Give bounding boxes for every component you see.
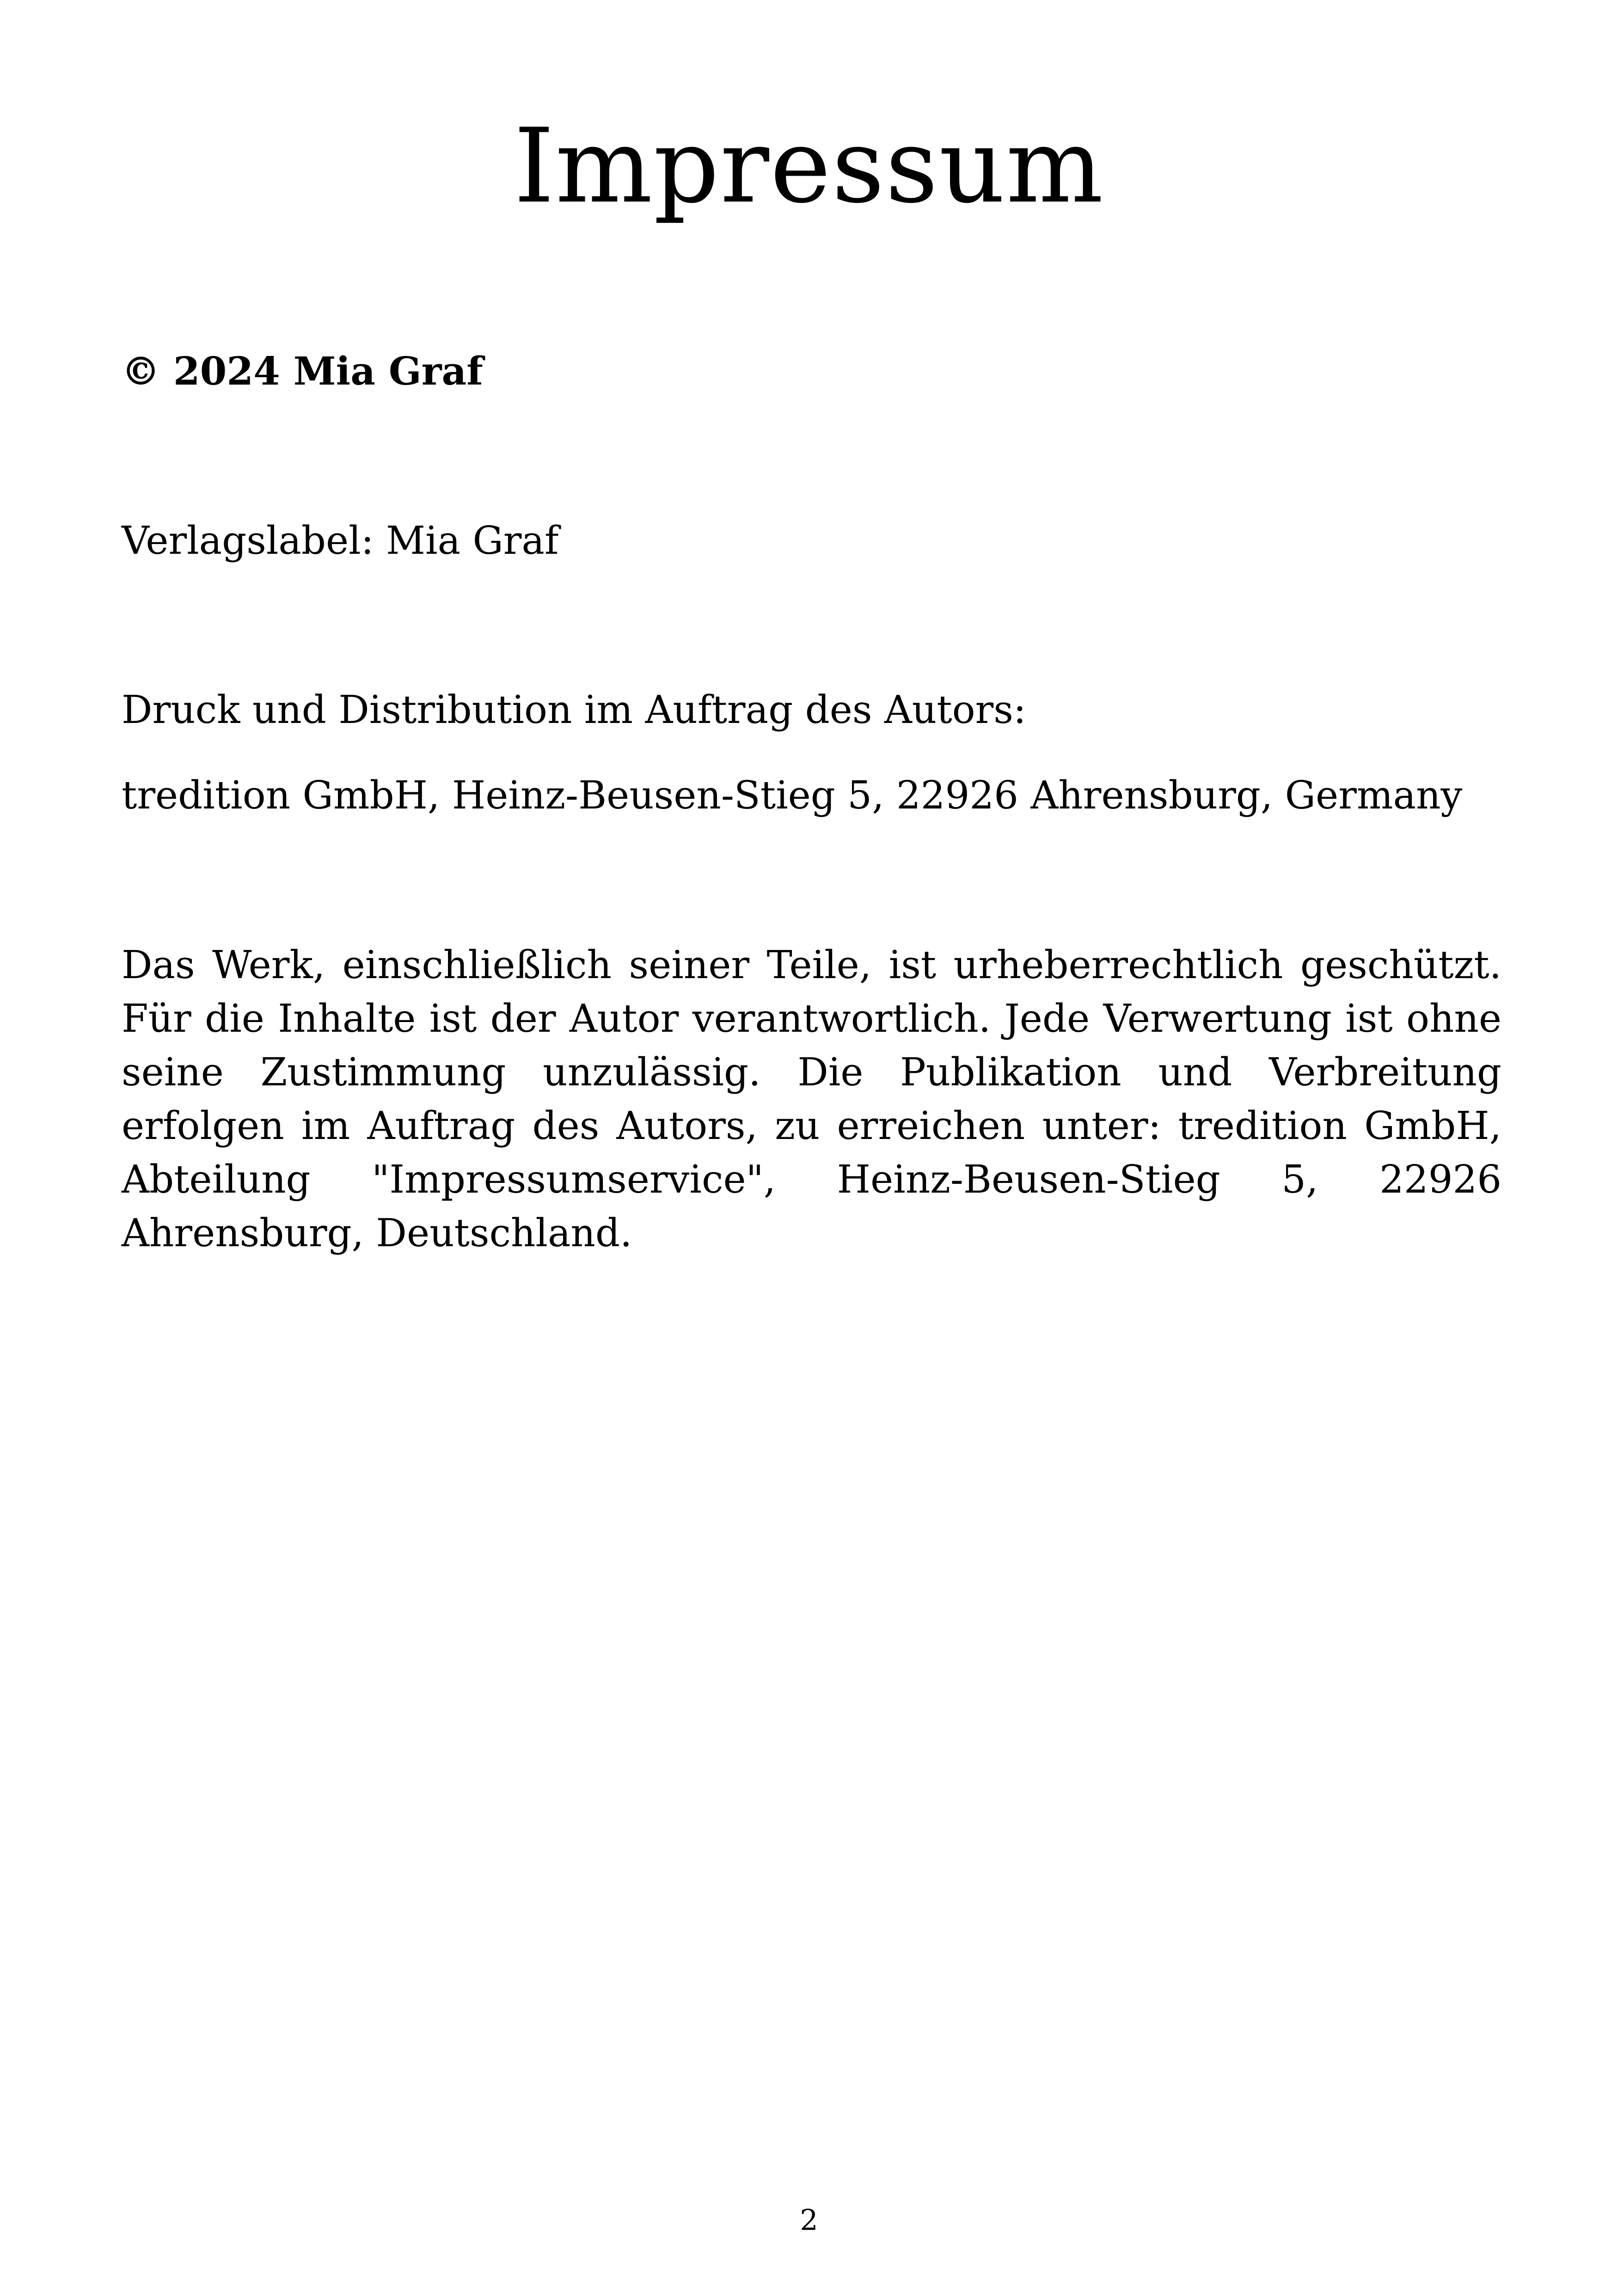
page-number: 2 — [800, 2203, 818, 2237]
publisher-label: Verlagslabel: Mia Graf — [122, 518, 559, 563]
print-distribution-heading: Druck und Distribution im Auftrag des Autors: — [122, 687, 1026, 732]
print-distribution-address: tredition GmbH, Heinz-Beusen-Stieg 5, 22926 Ahrensburg, Germany — [122, 773, 1463, 818]
page-title: Impressum — [514, 107, 1104, 226]
legal-notice-paragraph: Das Werk, einschließlich seiner Teile, ist urheberrechtlich geschützt. Für die Inhalte ist der Autor verantwortlich. Jede Verwertung ist ohne seine Zustimmung unzulässig. Die Publikation und Verbreitung erfolgen im Auftrag des Autors, zu erreichen unter: tredition GmbH, Abteilung "Impressumservice", Heinz-Beusen-Stieg 5, 22926 Ahrensburg, Deutschland. — [122, 943, 1502, 1255]
copyright-line: © 2024 Mia Graf — [122, 349, 483, 394]
